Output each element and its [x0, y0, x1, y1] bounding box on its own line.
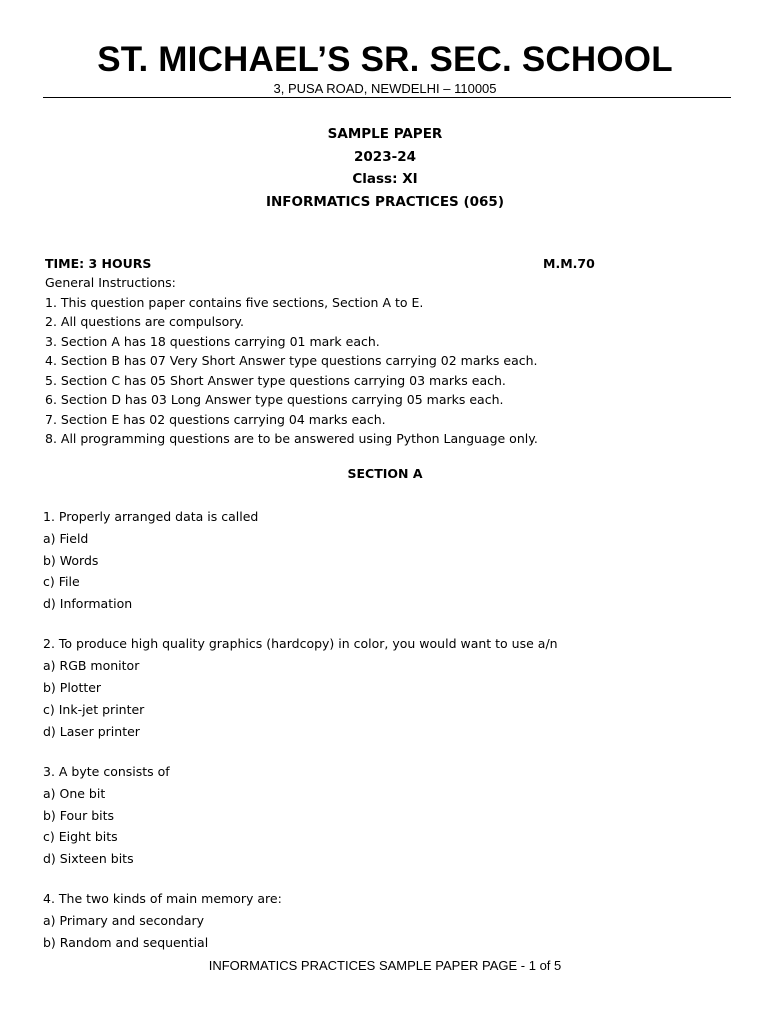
answer-option: b) Four bits	[43, 807, 115, 823]
answer-option: d) Laser printer	[43, 723, 140, 739]
paper-session: 2023-24	[354, 148, 416, 165]
time-label: TIME: 3 HOURS	[45, 256, 152, 271]
answer-option: d) Information	[43, 596, 133, 612]
max-marks-label: M.M.70	[543, 256, 595, 271]
question-item	[43, 633, 558, 742]
paper-class: Class: XI	[352, 171, 418, 187]
paper-subject: INFORMATICS PRACTICES (065)	[265, 193, 504, 210]
question-text: 2. To produce high quality graphics (hardcopy) in color, you would want to use a/n	[43, 636, 558, 652]
answer-option: b) Random and sequential	[43, 935, 209, 951]
paper-title: SAMPLE PAPER	[327, 126, 443, 142]
question-list	[43, 506, 558, 972]
instruction-item: 6. Section D has 03 Long Answer type questions carrying 05 marks each.	[45, 392, 504, 407]
answer-option: c) File	[43, 574, 80, 590]
answer-option: a) Primary and secondary	[43, 913, 205, 929]
instruction-item: 3. Section A has 18 questions carrying 01 mark each.	[45, 333, 380, 349]
instruction-item: 7. Section E has 02 questions carrying 04 marks each.	[45, 411, 386, 427]
answer-option: a) One bit	[43, 785, 106, 801]
answer-option: a) RGB monitor	[43, 658, 140, 674]
question-item	[43, 506, 558, 615]
instruction-item: 4. Section B has 07 Very Short Answer type questions carrying 02 marks each.	[45, 353, 538, 368]
question-item	[43, 888, 558, 953]
section-title: SECTION A	[347, 466, 423, 481]
question-text: 1. Properly arranged data is called	[43, 509, 259, 524]
question-text: 4. The two kinds of main memory are:	[43, 891, 282, 907]
instructions-heading: General Instructions:	[45, 275, 176, 290]
page-footer: INFORMATICS PRACTICES SAMPLE PAPER PAGE - 1 of 5	[208, 958, 562, 973]
instruction-item: 8. All programming questions are to be answered using Python Language only.	[45, 431, 538, 446]
answer-option: b) Plotter	[43, 680, 102, 696]
school-name: ST. MICHAEL’S SR. SEC. SCHOOL	[97, 40, 673, 79]
answer-option: a) Field	[43, 530, 89, 546]
header-divider	[43, 97, 731, 98]
instruction-item: 5. Section C has 05 Short Answer type questions carrying 03 marks each.	[45, 372, 506, 388]
instruction-item: 2. All questions are compulsory.	[45, 314, 244, 329]
school-address: 3, PUSA ROAD, NEWDELHI – 110005	[273, 81, 497, 96]
question-text: 3. A byte consists of	[43, 763, 170, 779]
paper-heading	[0, 123, 770, 213]
question-item	[43, 761, 558, 870]
answer-option: b) Words	[43, 552, 99, 568]
instruction-item: 1. This question paper contains five sections, Section A to E.	[45, 294, 424, 310]
answer-option: c) Eight bits	[43, 829, 118, 845]
answer-option: c) Ink-jet printer	[43, 701, 145, 717]
answer-option: d) Sixteen bits	[43, 851, 134, 867]
general-instructions	[45, 273, 538, 449]
